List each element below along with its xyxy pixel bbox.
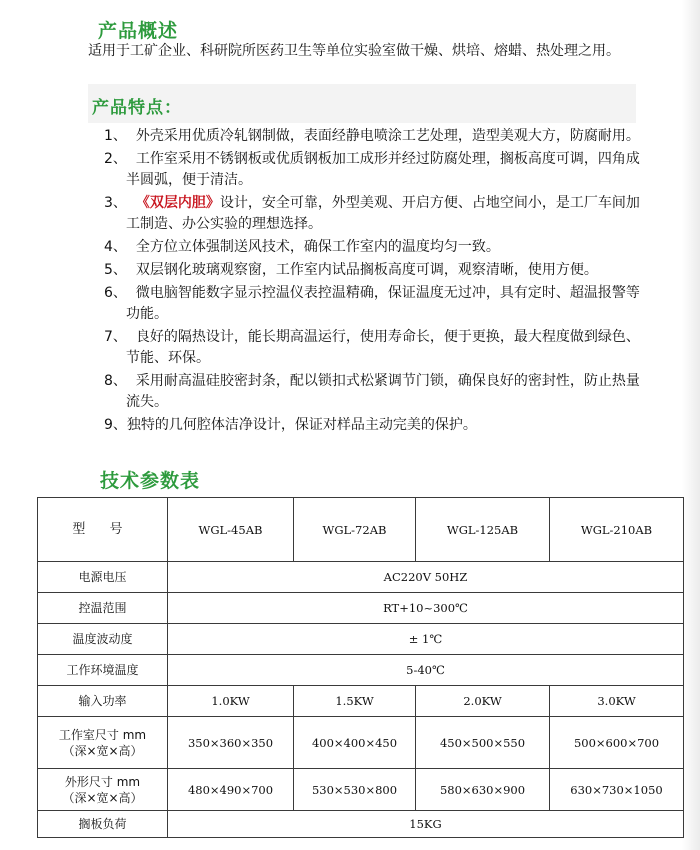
model-label: 型 号 <box>38 498 168 562</box>
feature-highlight: 《双层内胆》 <box>135 195 220 211</box>
features-list <box>104 126 644 438</box>
table-row <box>38 624 684 655</box>
feature-item: 9、独特的几何腔体洁净设计，保证对样品主动完美的保护。 <box>104 417 477 433</box>
feature-item: 8、 采用耐高温硅胶密封条，配以锁扣式松紧调节门锁，确保良好的密封性，防止热量流失。 <box>104 373 640 410</box>
table-row <box>38 686 684 717</box>
spec-table <box>37 497 684 838</box>
spec-table-heading: 技术参数表 <box>100 470 201 492</box>
table-row <box>38 498 684 562</box>
overview-heading: 产品概述 <box>98 20 179 42</box>
model-cell: WGL-125AB <box>416 498 550 562</box>
features-heading-bar <box>88 84 636 123</box>
chamber-size-value: 400×400×450 <box>294 717 416 769</box>
chamber-size-value: 350×360×350 <box>168 717 294 769</box>
outer-size-label: 外形尺寸 mm （深×宽×高） <box>38 769 168 811</box>
power-value: 3.0KW <box>550 686 684 717</box>
table-row <box>38 593 684 624</box>
shelf-load-value: 15KG <box>168 811 684 838</box>
feature-item: 7、 良好的隔热设计，能长期高温运行，使用寿命长，便于更换，最大程度做到绿色、节能、环保。 <box>104 329 640 366</box>
temp-range-label: 控温范围 <box>38 593 168 624</box>
outer-size-value: 480×490×700 <box>168 769 294 811</box>
env-temp-label: 工作环境温度 <box>38 655 168 686</box>
chamber-size-value: 500×600×700 <box>550 717 684 769</box>
power-label: 输入功率 <box>38 686 168 717</box>
voltage-value: AC220V 50HZ <box>168 562 684 593</box>
fluctuation-value: ± 1℃ <box>168 624 684 655</box>
outer-size-value: 630×730×1050 <box>550 769 684 811</box>
model-cell: WGL-72AB <box>294 498 416 562</box>
power-value: 2.0KW <box>416 686 550 717</box>
overview-text: 适用于工矿企业、科研院所医药卫生等单位实验室做干燥、烘培、熔蜡、热处理之用。 <box>88 43 620 59</box>
outer-size-value: 530×530×800 <box>294 769 416 811</box>
table-row <box>38 655 684 686</box>
shelf-load-label: 搁板负荷 <box>38 811 168 838</box>
table-row <box>38 811 684 838</box>
table-row <box>38 717 684 769</box>
feature-item: 1、 外壳采用优质冷轧钢制做，表面经静电喷涂工艺处理，造型美观大方，防腐耐用。 <box>104 128 640 144</box>
model-cell: WGL-45AB <box>168 498 294 562</box>
fluctuation-label: 温度波动度 <box>38 624 168 655</box>
env-temp-value: 5-40℃ <box>168 655 684 686</box>
power-value: 1.5KW <box>294 686 416 717</box>
page-edge-shadow <box>682 0 700 850</box>
temp-range-value: RT+10~300℃ <box>168 593 684 624</box>
features-heading: 产品特点： <box>92 98 182 118</box>
power-value: 1.0KW <box>168 686 294 717</box>
outer-size-value: 580×630×900 <box>416 769 550 811</box>
feature-item: 3、 《双层内胆》设计，安全可靠，外型美观、开启方便、占地空间小，是工厂车间加工制造、办公实验的理想选择。 <box>104 195 640 232</box>
model-cell: WGL-210AB <box>550 498 684 562</box>
table-row <box>38 769 684 811</box>
feature-item: 5、 双层钢化玻璃观察窗，工作室内试品搁板高度可调，观察清晰，使用方便。 <box>104 262 598 278</box>
feature-item: 4、 全方位立体强制送风技术，确保工作室内的温度均匀一致。 <box>104 239 500 255</box>
chamber-size-value: 450×500×550 <box>416 717 550 769</box>
chamber-size-label: 工作室尺寸 mm （深×宽×高） <box>38 717 168 769</box>
voltage-label: 电源电压 <box>38 562 168 593</box>
table-row <box>38 562 684 593</box>
feature-item: 6、 微电脑智能数字显示控温仪表控温精确，保证温度无过冲，具有定时、超温报警等功能。 <box>104 285 640 322</box>
feature-item: 2、 工作室采用不锈钢板或优质钢板加工成形并经过防腐处理，搁板高度可调，四角成半圆弧，便于清洁。 <box>104 151 640 188</box>
